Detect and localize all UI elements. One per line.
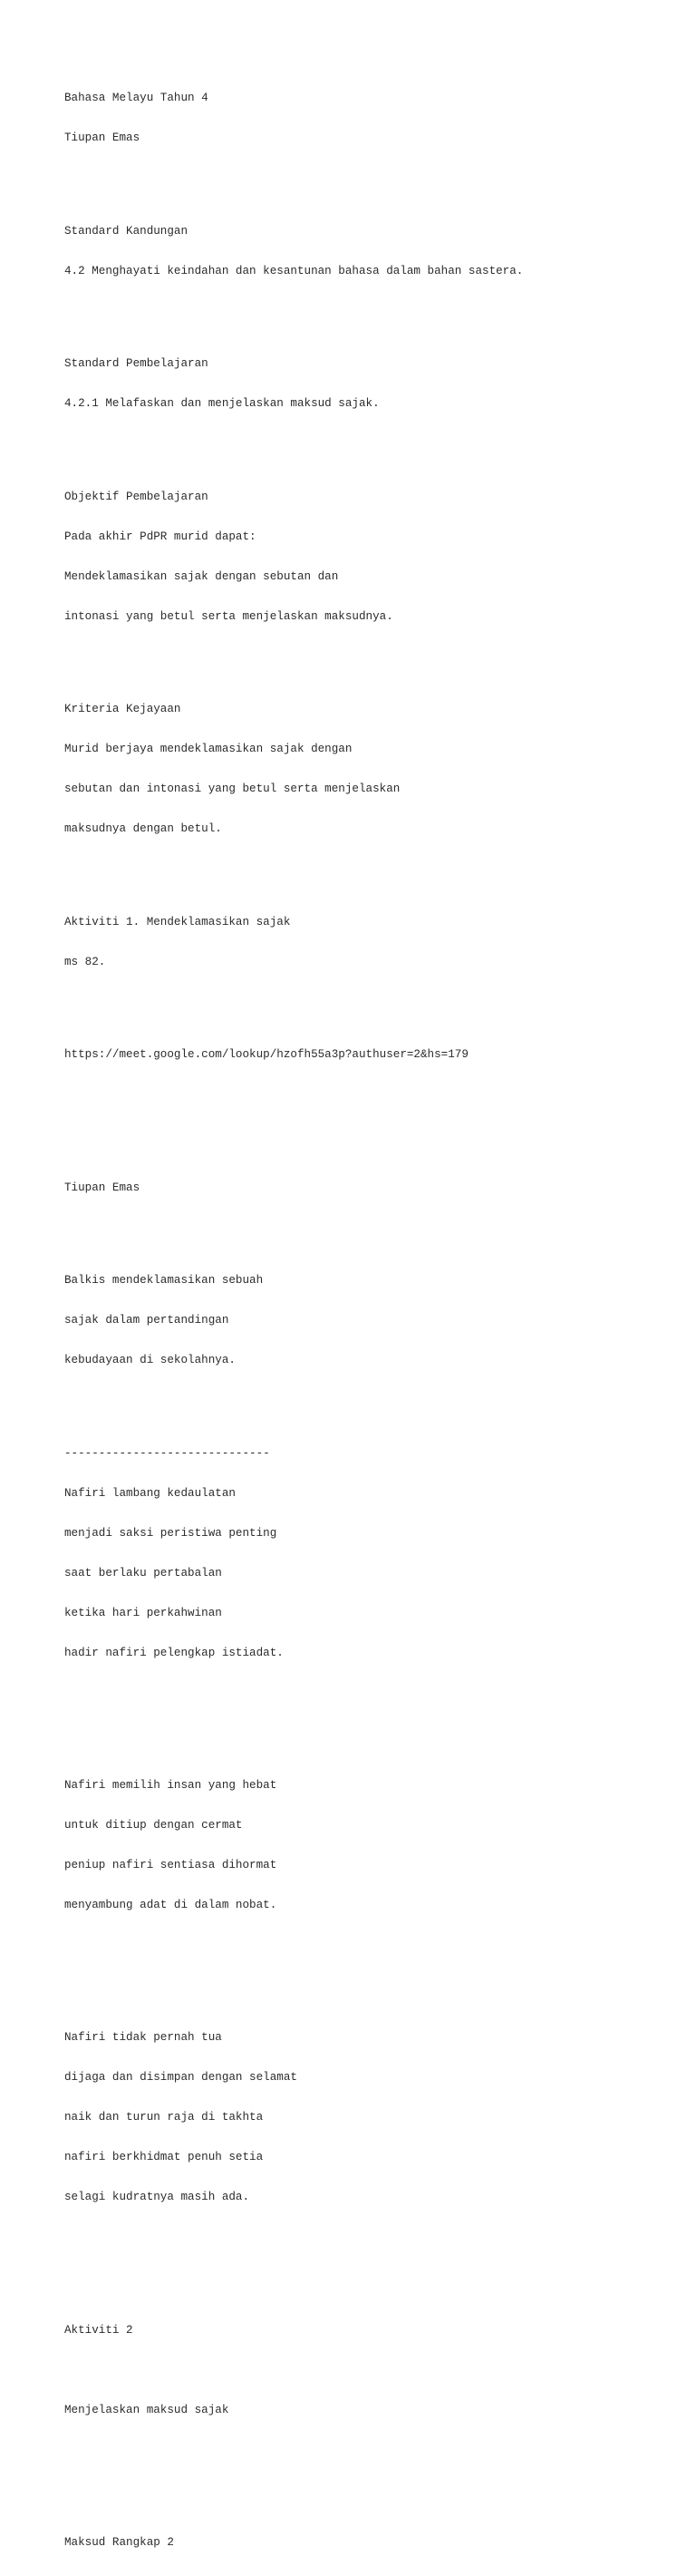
objektif-line: Mendeklamasikan sajak dengan sebutan dan [64,569,339,583]
poem-divider: ------------------------------ [64,1446,270,1460]
aktiviti2-heading: Aktiviti 2 [64,2323,133,2337]
topic-title: Tiupan Emas [64,131,140,145]
stanza2-line: peniup nafiri sentiasa dihormat [64,1858,277,1871]
document-body [64,65,662,2576]
stanza1-line: hadir nafiri pelengkap istiadat. [64,1646,284,1659]
spacer [64,650,662,664]
objektif-line: Pada akhir PdPR murid dapat: [64,530,256,543]
maksud-heading: Maksud Rangkap 2 [64,2536,174,2550]
stanza2-line: Nafiri memilih insan yang hebat [64,1779,277,1793]
stanza1-line: Nafiri lambang kedaulatan [64,1486,236,1500]
spacer [64,1221,662,1235]
spacer [64,1128,662,1142]
spacer [64,1088,662,1102]
kriteria-line: maksudnya dengan betul. [64,822,222,836]
stanza1-line: menjadi saksi peristiwa penting [64,1526,277,1540]
spacer [64,2364,662,2377]
stanza3-line: naik dan turun raja di takhta [64,2111,264,2124]
aktiviti1-heading: Aktiviti 1. Mendeklamasikan sajak [64,915,291,928]
objektif-heading: Objektif Pembelajaran [64,490,208,503]
spacer [64,2484,662,2497]
spacer [64,1939,662,1952]
stanza3-line: selagi kudratnya masih ada. [64,2191,250,2204]
standard-kandungan-text: 4.2 Menghayati keindahan dan kesantunan bahasa dalam bahan sastera. [64,264,524,277]
spacer [64,2270,662,2284]
spacer [64,862,662,876]
spacer [64,1978,662,1992]
poem-intro-line: kebudayaan di sekolahnya. [64,1354,236,1367]
standard-pembelajaran-heading: Standard Pembelajaran [64,357,208,371]
stanza1-line: ketika hari perkahwinan [64,1606,222,1619]
stanza3-line: nafiri berkhidmat penuh setia [64,2151,264,2164]
spacer [64,1686,662,1699]
stanza1-line: saat berlaku pertabalan [64,1566,222,1580]
spacer [64,171,662,185]
kriteria-heading: Kriteria Kejayaan [64,703,181,716]
kriteria-line: sebutan dan intonasi yang betul serta menjelaskan [64,783,401,796]
aktiviti1-page: ms 82. [64,955,106,968]
aktiviti2-text: Menjelaskan maksud sajak [64,2403,229,2416]
stanza2-line: untuk ditiup dengan cermat [64,1819,243,1832]
spacer [64,1725,662,1739]
spacer [64,1394,662,1407]
spacer [64,305,662,318]
standard-kandungan-heading: Standard Kandungan [64,224,188,238]
poem-intro-line: Balkis mendeklamasikan sebuah [64,1274,264,1288]
spacer [64,437,662,451]
spacer [64,996,662,1009]
poem-intro-line: sajak dalam pertandingan [64,1314,229,1327]
spacer [64,2231,662,2244]
poem-title: Tiupan Emas [64,1181,140,1194]
meet-link[interactable]: https://meet.google.com/lookup/hzofh55a3p?authuser=2&hs=179 [64,1048,469,1062]
stanza3-line: Nafiri tidak pernah tua [64,2031,222,2045]
standard-pembelajaran-text: 4.2.1 Melafaskan dan menjelaskan maksud sajak. [64,397,380,411]
stanza3-line: dijaga dan disimpan dengan selamat [64,2071,297,2085]
objektif-line: intonasi yang betul serta menjelaskan maksudnya. [64,609,393,623]
spacer [64,2444,662,2457]
subject-title: Bahasa Melayu Tahun 4 [64,92,208,105]
kriteria-line: Murid berjaya mendeklamasikan sajak dengan [64,743,353,756]
stanza2-line: menyambung adat di dalam nobat. [64,1898,277,1911]
